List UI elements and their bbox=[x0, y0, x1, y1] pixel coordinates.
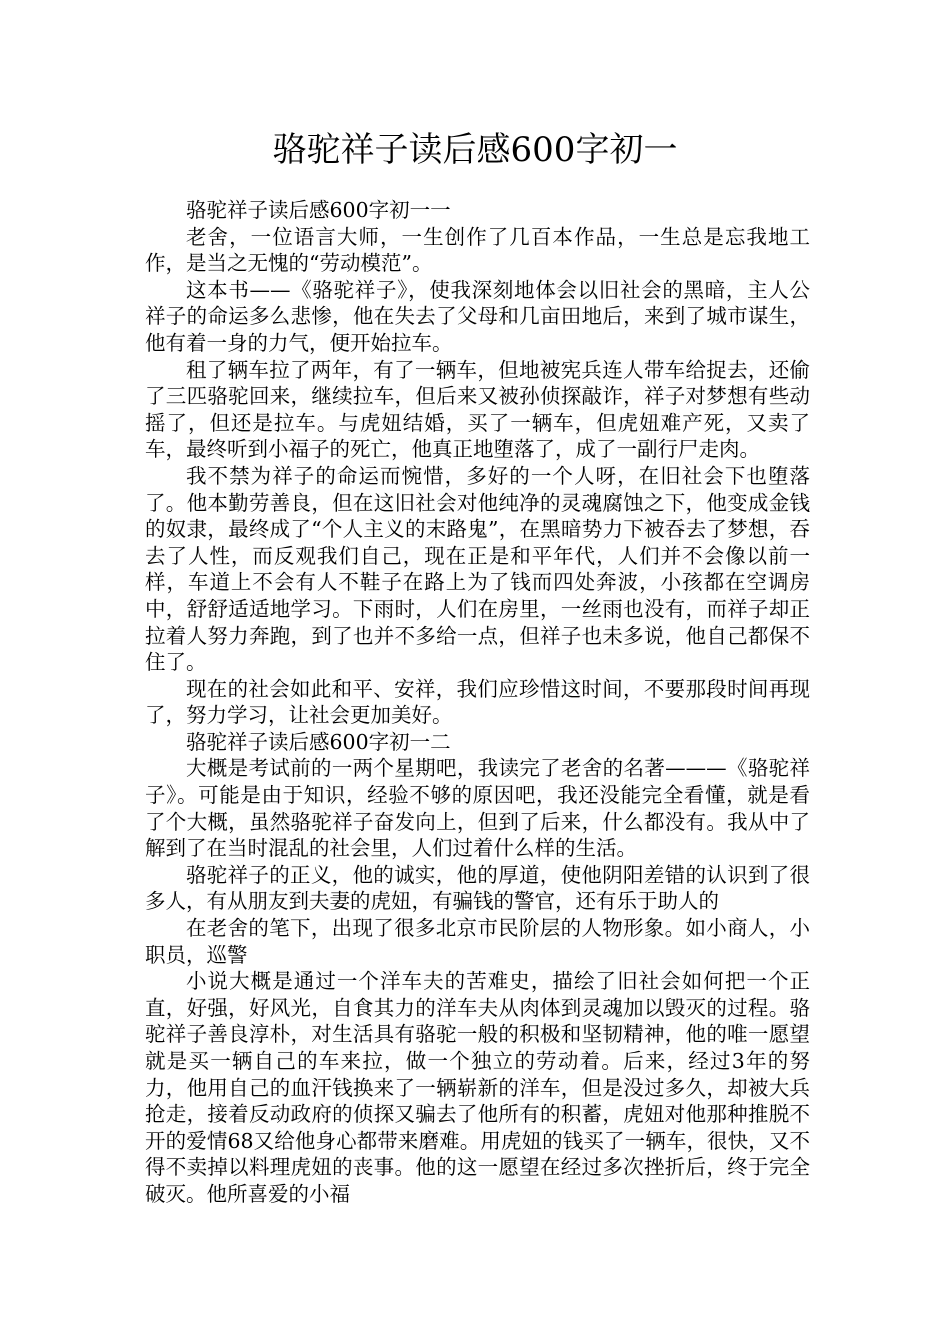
paragraph: 租了辆车拉了两年，有了一辆车，但地被宪兵连人带车给捉去，还偷了三匹骆驼回来，继续拉车，但后来又被孙侦探敲诈，祥子对梦想有些动摇了，但还是拉车。与虎妞结婚，买了一辆车，但虎妞难产死，又卖了车，最终听到小福子的死亡，他真正地堕落了，成了一副行尸走肉。 bbox=[145, 357, 810, 462]
paragraph: 这本书——《骆驼祥子》，使我深刻地体会以旧社会的黑暗，主人公祥子的命运多么悲惨，他在失去了父母和几亩田地后，来到了城市谋生，他有着一身的力气，便开始拉车。 bbox=[145, 277, 810, 355]
document-body bbox=[145, 197, 810, 1208]
paragraph: 大概是考试前的一两个星期吧，我读完了老舍的名著———《骆驼祥子》。可能是由于知识，经验不够的原因吧，我还没能完全看懂，就是看了个大概，虽然骆驼祥子奋发向上，但到了后来，什么都没有。我从中了解到了在当时混乱的社会里，人们过着什么样的生活。 bbox=[145, 756, 810, 861]
paragraph: 骆驼祥子读后感600字初一二 bbox=[186, 729, 451, 754]
paragraph: 我不禁为祥子的命运而惋惜，多好的一个人呀，在旧社会下也堕落了。他本勤劳善良，但在这旧社会对他纯净的灵魂腐蚀之下，他变成金钱的奴隶，最终成了“个人主义的末路鬼”，在黑暗势力下被吞去了梦想，吞去了人性，而反观我们自己，现在正是和平年代，人们并不会像以前一样，车道上不会有人不鞋子在路上为了钱而四处奔波，小孩都在空调房中，舒舒适适地学习。下雨时，人们在房里，一丝雨也没有，而祥子却正拉着人努力奔跑，到了也并不多给一点，但祥子也未多说，他自己都保不住了。 bbox=[145, 463, 810, 675]
paragraph: 老舍，一位语言大师，一生创作了几百本作品，一生总是忘我地工作，是当之无愧的“劳动模范”。 bbox=[145, 224, 810, 276]
paragraph: 小说大概是通过一个洋车夫的苦难史，描绘了旧社会如何把一个正直，好强，好风光，自食其力的洋车夫从肉体到灵魂加以毁灭的过程。骆驼祥子善良淳朴，对生活具有骆驼一般的积极和坚韧精神，他的唯一愿望就是买一辆自己的车来拉，做一个独立的劳动着。后来，经过3年的努力，他用自己的血汗钱换来了一辆崭新的洋车，但是没过多久，却被大兵抢走，接着反动政府的侦探又骗去了他所有的积蓄，虎妞对他那种推脱不开的爱情68又给他身心都带来磨难。用虎妞的钱买了一辆车，很快，又不得不卖掉以料理虎妞的丧事。他的这一愿望在经过多次挫折后，终于完全破灭。他所喜爱的小福 bbox=[145, 969, 810, 1206]
paragraph: 现在的社会如此和平、安祥，我们应珍惜这时间，不要那段时间再现了，努力学习，让社会更加美好。 bbox=[145, 676, 810, 728]
document-title: 骆驼祥子读后感600字初一 bbox=[272, 130, 678, 170]
paragraph: 骆驼祥子的正义，他的诚实，他的厚道，使他阴阳差错的认识到了很多人，有从朋友到夫妻的虎妞，有骗钱的警官，还有乐于助人的 bbox=[145, 862, 810, 914]
paragraph: 骆驼祥子读后感600字初一一 bbox=[186, 198, 451, 222]
paragraph: 在老舍的笔下，出现了很多北京市民阶层的人物形象。如小商人，小职员，巡警 bbox=[145, 916, 810, 967]
